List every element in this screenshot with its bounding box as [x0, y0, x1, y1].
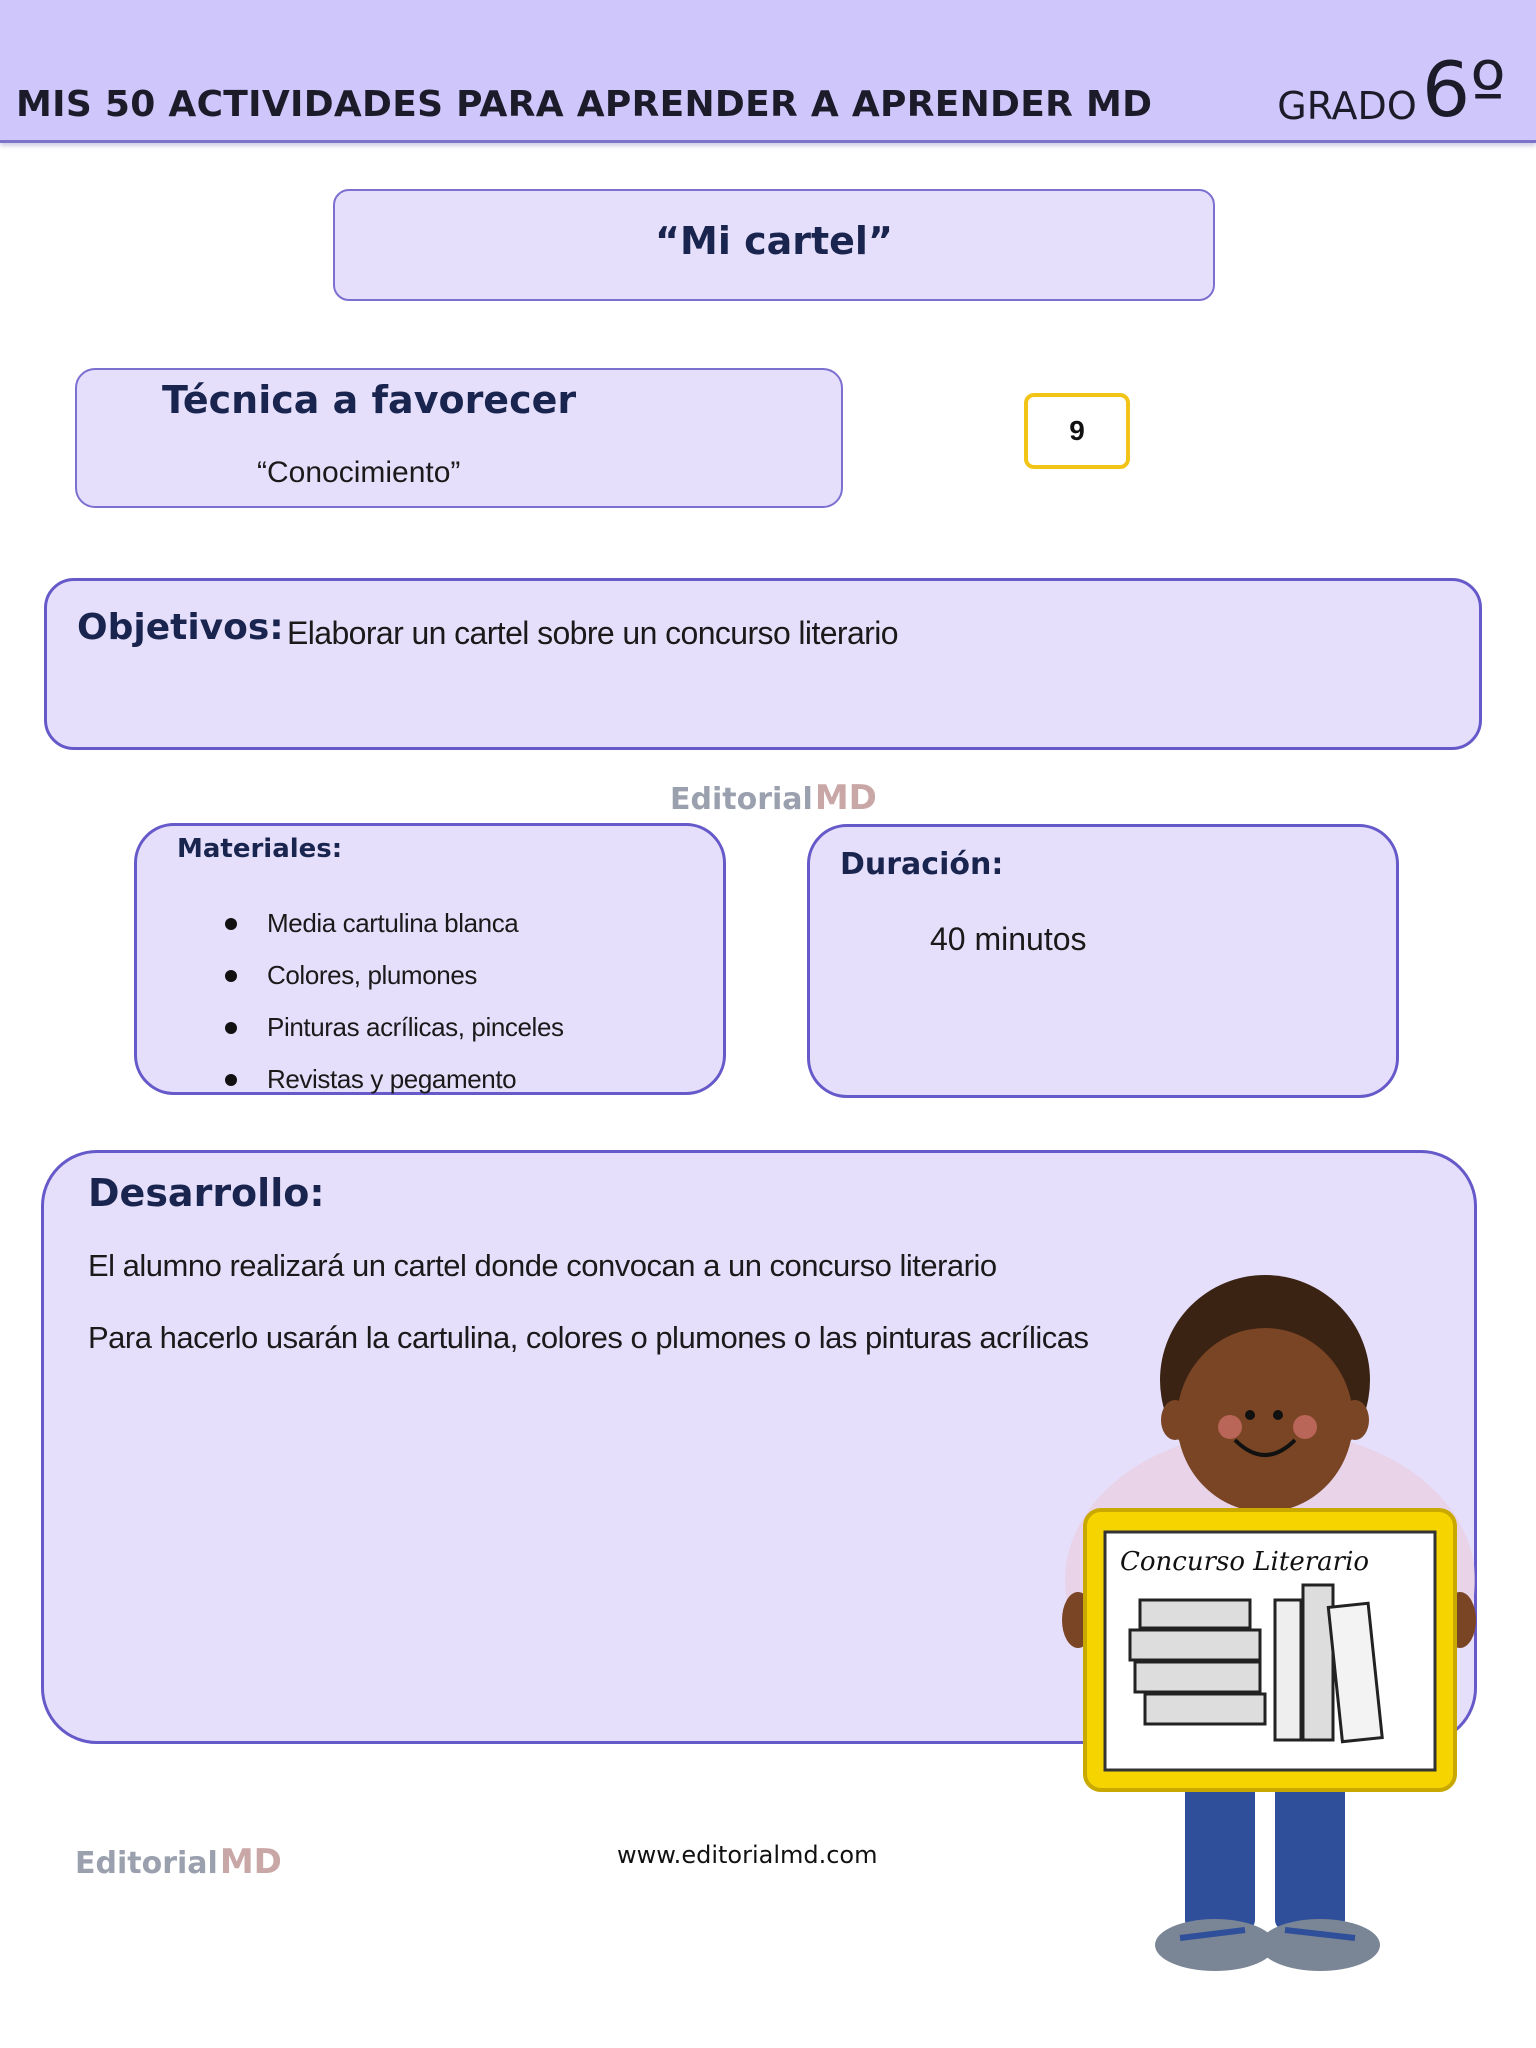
grade-value: 6º: [1421, 45, 1506, 134]
footer-editorial-logo: [75, 1842, 282, 1882]
page-header: [0, 0, 1536, 143]
list-item: Media cartulina blanca: [137, 908, 564, 960]
list-item: Colores, plumones: [137, 960, 564, 1012]
activity-number-badge: 9: [1024, 393, 1130, 469]
activity-title: “Mi cartel”: [655, 219, 893, 263]
desarrollo-paragraph: Para hacerlo usarán la cartulina, colores o plumones o las pinturas acrílicas: [88, 1320, 1089, 1355]
footer-url: www.editorialmd.com: [617, 1841, 878, 1869]
tecnica-box: [75, 368, 843, 508]
grade-indicator: [1277, 45, 1506, 134]
book-title: MIS 50 ACTIVIDADES PARA APRENDER A APRENDER MD: [16, 84, 1153, 125]
watermark-mark: MD: [814, 778, 877, 818]
duracion-box: [807, 824, 1399, 1098]
list-item: Pinturas acrílicas, pinceles: [137, 1012, 564, 1064]
boy-holding-sign-illustration: [1060, 1270, 1480, 1990]
objetivos-box: [44, 578, 1482, 750]
editorial-watermark: [670, 778, 877, 818]
activity-title-box: [333, 189, 1215, 301]
footer-logo-mark: MD: [219, 1842, 282, 1882]
tecnica-value: “Conocimiento”: [257, 456, 461, 489]
materiales-label: Materiales:: [177, 834, 343, 864]
footer-logo-text: Editorial: [75, 1846, 218, 1881]
sign-text: Concurso Literario: [1120, 1547, 1370, 1577]
desarrollo-paragraph: El alumno realizará un cartel donde convocan a un concurso literario: [88, 1248, 997, 1283]
materiales-box: [134, 823, 726, 1095]
tecnica-heading: Técnica a favorecer: [162, 378, 577, 422]
desarrollo-label: Desarrollo:: [88, 1171, 325, 1215]
grade-label: GRADO: [1277, 84, 1417, 128]
watermark-text: Editorial: [670, 782, 813, 817]
duracion-value: 40 minutos: [930, 921, 1087, 957]
materiales-list: [137, 908, 564, 1116]
objetivos-text: Elaborar un cartel sobre un concurso literario: [287, 615, 898, 651]
list-item: Revistas y pegamento: [137, 1064, 564, 1116]
objetivos-label: Objetivos:: [77, 607, 284, 648]
duracion-label: Duración:: [840, 847, 1004, 882]
